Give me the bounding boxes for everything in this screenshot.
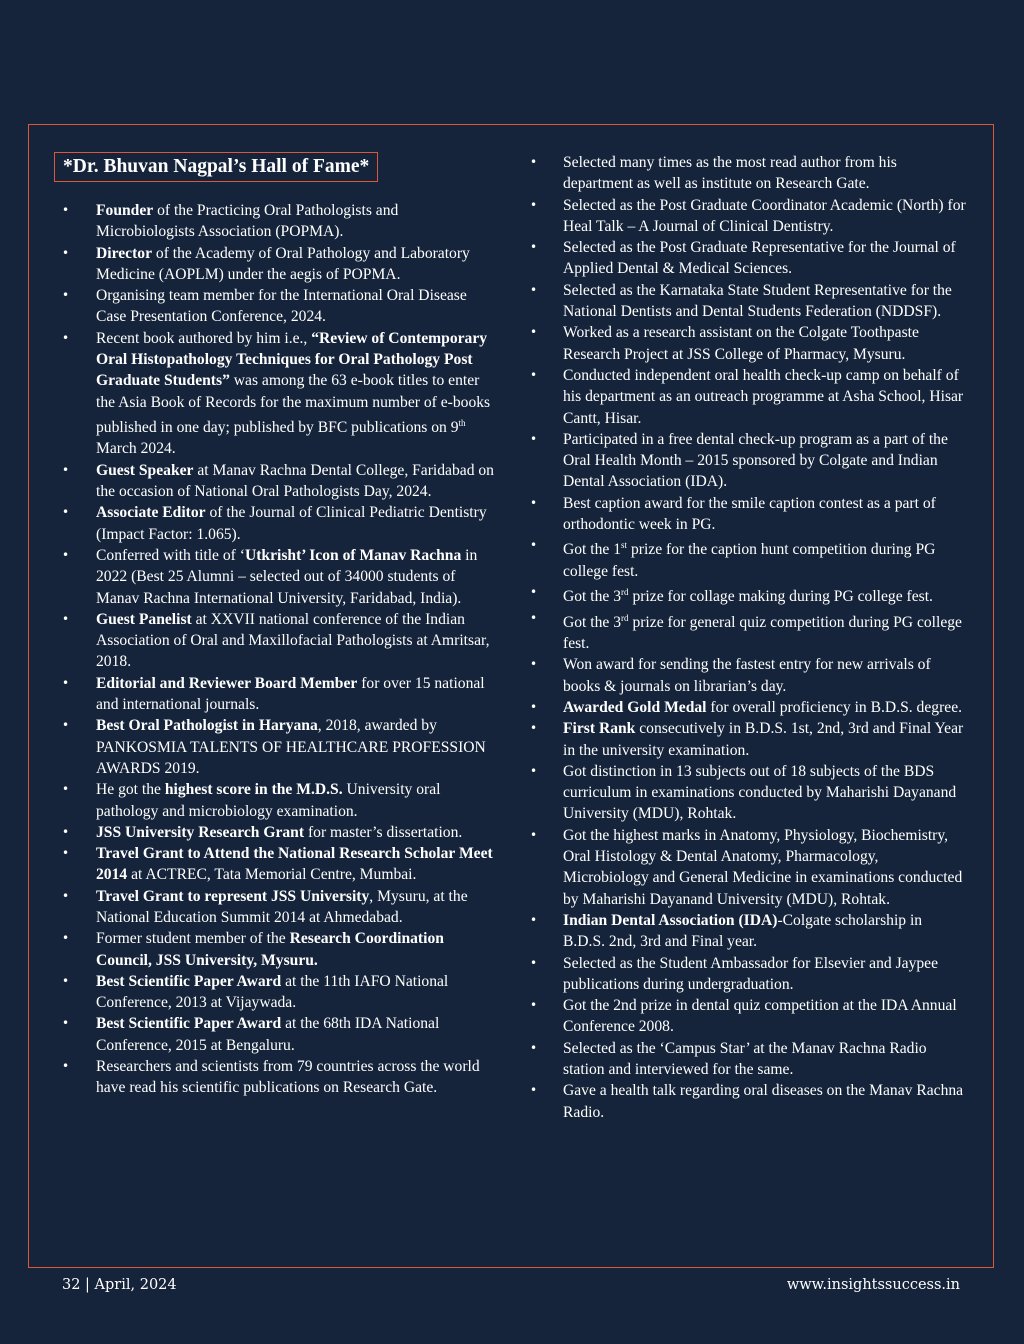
item-text: University oral pathology and microbiology examination. — [96, 781, 441, 820]
list-item — [54, 460, 500, 503]
bold-text: Utkrisht’ Icon of Manav Rachna — [244, 546, 462, 564]
item-text: , 2018, awarded by PANKOSMIA TALENTS OF HEALTHCARE PROFESSION AWARDS 2019. — [96, 717, 486, 777]
item-text: prize for general quiz competition during PG college fest. — [563, 613, 962, 653]
item-text: of the Practicing Oral Pathologists and Microbiologists Association (POPMA). — [96, 202, 399, 241]
item-text: Got distinction in 13 subjects out of 18 subjects of the BDS curriculum in examinations conducted by Maharishi Dayanand University (MDU), Rohtak. — [563, 762, 957, 823]
list-item — [522, 995, 968, 1038]
item-text: prize for the caption hunt competition during PG college fest. — [563, 541, 936, 580]
item-text: Got the 1 — [563, 541, 622, 559]
list-item — [54, 1013, 500, 1056]
list-item — [522, 493, 968, 536]
list-item — [54, 715, 500, 779]
section-title: *Dr. Bhuvan Nagpal’s Hall of Fame* — [54, 152, 378, 182]
bold-text: Indian Dental Association (IDA) — [563, 911, 778, 929]
bold-text: Guest Speaker — [96, 461, 194, 479]
bold-text: Director — [96, 244, 152, 262]
bold-text: highest score in the M.D.S. — [164, 781, 343, 799]
list-item — [54, 971, 500, 1014]
list-item — [522, 718, 968, 761]
list-item — [54, 200, 500, 243]
bold-text: Research Coordination Council, JSS University, Mysuru. — [96, 930, 444, 969]
item-text: for master’s dissertation. — [304, 823, 463, 841]
list-item — [522, 195, 968, 238]
item-text: in 2022 (Best 25 Alumni – selected out of 34000 students of Manav Rachna International University, Faridabad, India). — [96, 546, 478, 607]
item-text: Gave a health talk regarding oral diseases on the Manav Rachna Radio. — [563, 1082, 964, 1121]
item-text: at the 11th IAFO National Conference, 2013 at Vijaywada. — [96, 972, 449, 1012]
list-item — [54, 673, 500, 716]
item-text: Former student member of the — [96, 930, 290, 948]
bold-text: Editorial and Reviewer Board Member — [96, 674, 358, 692]
list-item — [522, 582, 968, 607]
item-text: Got the 3 — [563, 613, 622, 631]
list-item — [54, 779, 500, 822]
list-item — [54, 928, 500, 971]
superscript: rd — [621, 612, 629, 623]
item-text: Selected as the Student Ambassador for Elsevier and Jaypee publications during undergraduation. — [563, 954, 939, 993]
right-column — [522, 152, 968, 1123]
item-text: Selected as the Post Graduate Coordinator Academic (North) for Heal Talk – A Journal of Clinical Dentistry. — [563, 196, 966, 235]
list-item — [54, 285, 500, 328]
bold-text: Best Oral Pathologist in Haryana — [96, 717, 318, 735]
item-text: , Mysuru, at the National Education Summit 2014 at Ahmedabad. — [96, 887, 468, 926]
list-item — [522, 152, 968, 195]
item-text: Organising team member for the International Oral Disease Case Presentation Conference, 2024. — [96, 287, 467, 326]
item-text: -Colgate scholarship in B.D.S. 2nd, 3rd and Final year. — [563, 911, 923, 951]
item-text: Got the 2nd prize in dental quiz competition at the IDA Annual Conference 2008. — [563, 997, 957, 1036]
bold-text: Awarded Gold Medal — [563, 698, 707, 716]
page-number-date: 32 | April, 2024 — [62, 1277, 177, 1293]
bold-text: Founder — [96, 202, 154, 219]
list-item — [522, 1038, 968, 1081]
item-text: Worked as a research assistant on the Colgate Toothpaste Research Project at JSS College of Pharmacy, Mysuru. — [563, 324, 919, 363]
list-item — [522, 953, 968, 996]
item-text: Conducted independent oral health check-up camp on behalf of his department as an outreach programme at Asha School, Hisar Cantt, Hisar. — [563, 366, 964, 427]
bold-text: Travel Grant to Attend the National Research Scholar Meet 2014 — [96, 845, 493, 884]
item-text: Won award for sending the fastest entry for new arrivals of books & journals on librarian’s day. — [563, 656, 931, 695]
list-item — [522, 365, 968, 429]
list-item — [54, 328, 500, 460]
bold-text: Guest Panelist — [96, 610, 192, 628]
right-achievement-list — [522, 152, 968, 1123]
list-item — [522, 535, 968, 582]
left-column — [54, 152, 500, 1099]
list-item — [522, 697, 968, 718]
item-text: for over 15 national and international journals. — [96, 674, 485, 714]
item-text: at XXVII national conference of the Indian Association of Oral and Maxillofacial Pathologists at Amritsar, 2018. — [96, 610, 490, 671]
item-text: at Manav Rachna Dental College, Faridabad on the occasion of National Oral Pathologists Day, 2024. — [96, 461, 494, 501]
item-text: consecutively in B.D.S. 1st, 2nd, 3rd and Final Year in the university examination. — [563, 720, 964, 759]
list-item — [522, 761, 968, 825]
superscript: st — [621, 540, 628, 551]
bold-text: First Rank — [563, 720, 636, 738]
superscript: rd — [621, 587, 629, 598]
bold-text: Travel Grant to represent JSS University — [96, 887, 370, 905]
item-text: Selected many times as the most read author from his department as well as institute on Research Gate. — [563, 154, 897, 193]
item-text: Selected as the ‘Campus Star’ at the Manav Rachna Radio station and interviewed for the same. — [563, 1039, 927, 1079]
list-item — [54, 609, 500, 673]
item-text: Participated in a free dental check-up program as a part of the Oral Health Month – 2015 sponsored by Colgate and Indian Dental Association (IDA). — [563, 430, 948, 491]
list-item — [522, 429, 968, 493]
list-item — [54, 243, 500, 286]
list-item — [522, 322, 968, 365]
item-text: Conferred with title of ‘ — [96, 546, 245, 564]
list-item — [522, 1080, 968, 1123]
bold-text: “Review of Contemporary Oral Histopathology Techniques for Oral Pathology Post Graduate Students” — [96, 329, 488, 390]
list-item — [54, 822, 500, 843]
item-text: for overall proficiency in B.D.S. degree. — [706, 698, 963, 716]
list-item — [54, 886, 500, 929]
item-text: at ACTREC, Tata Memorial Centre, Mumbai. — [127, 866, 417, 884]
bold-text: Best Scientific Paper Award — [96, 1015, 282, 1033]
list-item — [54, 1056, 500, 1099]
item-text: Selected as the Karnataka State Student Representative for the National Dentists and Dental Students Federation (NDDSF). — [563, 281, 952, 321]
item-text: prize for collage making during PG college fest. — [628, 588, 933, 606]
bold-text: Associate Editor — [96, 504, 206, 522]
list-item — [54, 545, 500, 609]
item-text: of the Academy of Oral Pathology and Laboratory Medicine (AOPLM) under the aegis of POPMA. — [96, 244, 470, 283]
item-text: Recent book authored by him i.e., — [96, 329, 312, 347]
list-item — [54, 502, 500, 545]
item-text: at the 68th IDA National Conference, 2015 at Bengaluru. — [96, 1015, 440, 1054]
item-text: of the Journal of Clinical Pediatric Dentistry (Impact Factor: 1.065). — [96, 504, 487, 543]
bold-text: JSS University Research Grant — [96, 823, 305, 841]
bold-text: Best Scientific Paper Award — [96, 972, 282, 990]
list-item — [522, 280, 968, 323]
item-text: March 2024. — [96, 440, 176, 458]
left-achievement-list — [54, 200, 500, 1099]
item-text: Best caption award for the smile caption contest as a part of orthodontic week in PG. — [563, 494, 936, 534]
list-item — [522, 654, 968, 697]
item-text: Got the highest marks in Anatomy, Physiology, Biochemistry, Oral Histology & Dental Anatomy, Pharmacology, Microbiology and General Medicine in examinations conducted by Maharishi Dayanand University (MDU), Rohtak. — [563, 826, 963, 908]
superscript: th — [458, 417, 466, 428]
item-text: He got the — [96, 781, 165, 799]
list-item — [522, 237, 968, 280]
list-item — [54, 843, 500, 886]
list-item — [522, 608, 968, 655]
item-text: Researchers and scientists from 79 countries across the world have read his scientific publications on Research Gate. — [96, 1058, 480, 1097]
list-item — [522, 825, 968, 910]
item-text: was among the 63 e-book titles to enter the Asia Book of Records for the maximum number of e-books published in one day; published by BFC publications on 9 — [96, 372, 491, 437]
website-url[interactable]: www.insightssuccess.in — [786, 1277, 960, 1293]
item-text: Got the 3 — [563, 588, 622, 606]
item-text: Selected as the Post Graduate Representative for the Journal of Applied Dental & Medical Sciences. — [563, 239, 956, 278]
list-item — [522, 910, 968, 953]
